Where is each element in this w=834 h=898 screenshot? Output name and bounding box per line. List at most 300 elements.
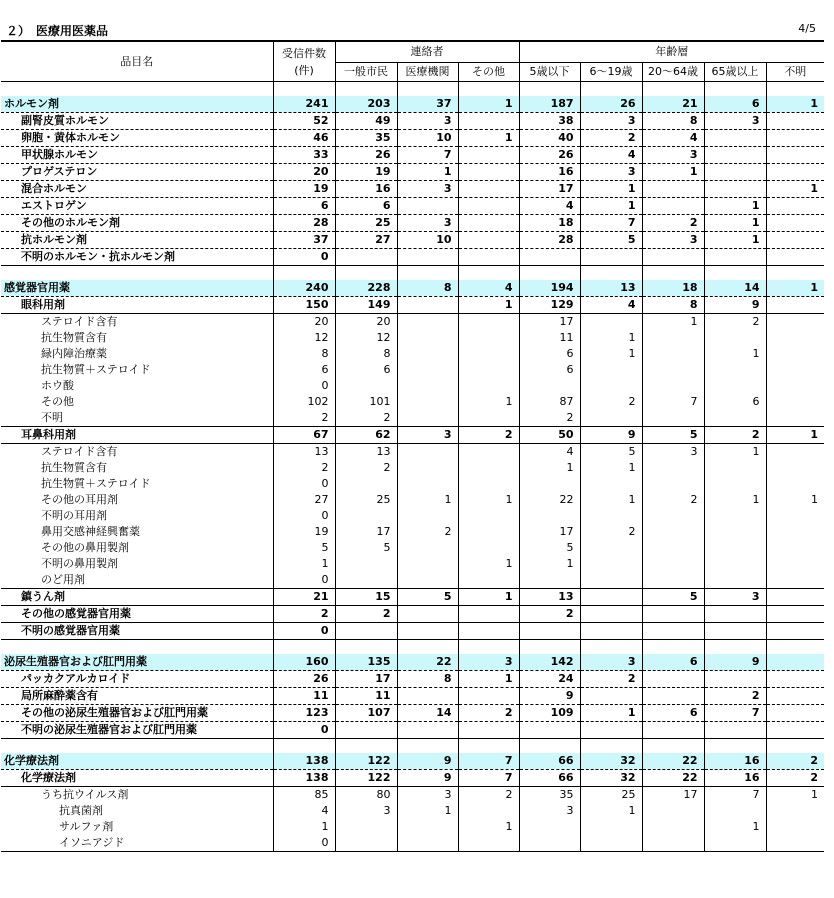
received-count-cell: 27 xyxy=(273,492,335,508)
spacer-cell xyxy=(335,82,397,97)
other-cell xyxy=(458,835,519,852)
received-count-cell: 2 xyxy=(273,410,335,427)
spacer-row xyxy=(1,640,824,655)
general-public-cell: 135 xyxy=(335,654,397,671)
age-65plus-cell: 1 xyxy=(704,346,766,362)
age-under5-cell: 109 xyxy=(519,705,580,722)
age-under5-cell: 5 xyxy=(519,540,580,556)
age-20-64-cell: 5 xyxy=(642,589,704,606)
age-under5-cell: 2 xyxy=(519,410,580,427)
age-6-19-cell: 2 xyxy=(580,394,642,410)
item-name-cell: 副腎皮質ホルモン xyxy=(1,113,273,130)
received-count-cell: 67 xyxy=(273,427,335,444)
received-count-cell: 4 xyxy=(273,803,335,819)
general-public-cell: 11 xyxy=(335,688,397,705)
age-6-19-cell: 9 xyxy=(580,427,642,444)
other-cell xyxy=(458,198,519,215)
medical-institution-cell xyxy=(397,722,458,739)
received-count-cell: 0 xyxy=(273,476,335,492)
age-unknown-cell: 1 xyxy=(766,492,824,508)
age-under5-cell: 129 xyxy=(519,297,580,314)
table-row xyxy=(1,835,824,852)
spacer-cell xyxy=(766,640,824,655)
general-public-cell: 2 xyxy=(335,460,397,476)
spacer-cell xyxy=(580,739,642,754)
medical-institution-cell: 5 xyxy=(397,589,458,606)
table-row xyxy=(1,427,824,444)
header-received-count xyxy=(273,41,335,82)
item-name-cell: 抗生物質＋ステロイド xyxy=(41,477,151,490)
age-unknown-cell xyxy=(766,444,824,461)
age-65plus-cell xyxy=(704,164,766,181)
other-cell xyxy=(458,215,519,232)
age-6-19-cell: 5 xyxy=(580,232,642,249)
age-65plus-cell xyxy=(704,835,766,852)
table-row xyxy=(1,198,824,215)
age-20-64-cell xyxy=(642,181,704,198)
age-unknown-cell xyxy=(766,556,824,572)
other-cell xyxy=(458,164,519,181)
general-public-cell xyxy=(335,819,397,835)
age-unknown-cell: 1 xyxy=(766,96,824,113)
age-6-19-cell: 26 xyxy=(580,96,642,113)
age-unknown-cell xyxy=(766,589,824,606)
spacer-row xyxy=(1,266,824,281)
age-65plus-cell xyxy=(704,378,766,394)
general-public-cell xyxy=(335,508,397,524)
medical-institution-cell: 37 xyxy=(397,96,458,113)
age-unknown-cell xyxy=(766,130,824,147)
item-name-cell: 混合ホルモン xyxy=(1,181,273,198)
other-cell: 1 xyxy=(458,96,519,113)
item-name-cell: その他 xyxy=(41,395,74,408)
age-unknown-cell xyxy=(766,819,824,835)
age-65plus-cell: 7 xyxy=(704,705,766,722)
age-6-19-cell xyxy=(580,722,642,739)
medical-institution-cell xyxy=(397,508,458,524)
age-65plus-cell xyxy=(704,623,766,640)
age-under5-cell: 1 xyxy=(519,460,580,476)
received-count-cell: 123 xyxy=(273,705,335,722)
other-cell xyxy=(458,232,519,249)
age-20-64-cell xyxy=(642,460,704,476)
header-item-name: 品目名 xyxy=(1,41,273,82)
age-under5-cell: 38 xyxy=(519,113,580,130)
age-6-19-cell xyxy=(580,508,642,524)
received-count-cell: 37 xyxy=(273,232,335,249)
received-count-cell: 26 xyxy=(273,671,335,688)
age-unknown-cell xyxy=(766,705,824,722)
age-under5-cell: 17 xyxy=(519,524,580,540)
age-under5-cell: 4 xyxy=(519,444,580,461)
age-under5-cell: 142 xyxy=(519,654,580,671)
age-unknown-cell xyxy=(766,722,824,739)
general-public-cell: 27 xyxy=(335,232,397,249)
received-count-cell: 8 xyxy=(273,346,335,362)
age-65plus-cell: 1 xyxy=(704,198,766,215)
age-20-64-cell xyxy=(642,722,704,739)
age-6-19-cell: 25 xyxy=(580,787,642,804)
medical-institution-cell xyxy=(397,314,458,331)
other-cell xyxy=(458,460,519,476)
item-name-cell: その他の泌尿生殖器官および肛門用薬 xyxy=(1,705,273,722)
other-cell xyxy=(458,147,519,164)
received-count-cell: 6 xyxy=(273,362,335,378)
other-cell xyxy=(458,623,519,640)
other-cell: 2 xyxy=(458,787,519,804)
spacer-cell xyxy=(335,640,397,655)
age-65plus-cell: 1 xyxy=(704,492,766,508)
spacer-cell xyxy=(1,266,273,281)
medical-institution-cell: 9 xyxy=(397,753,458,770)
age-20-64-cell: 3 xyxy=(642,147,704,164)
age-20-64-cell xyxy=(642,378,704,394)
item-name-cell: イソニアジド xyxy=(1,835,273,852)
other-cell xyxy=(458,803,519,819)
general-public-cell: 203 xyxy=(335,96,397,113)
spacer-cell xyxy=(704,640,766,655)
item-name-cell: 不明の泌尿生殖器官および肛門用薬 xyxy=(1,722,273,739)
category-row xyxy=(1,654,824,671)
age-65plus-cell: 1 xyxy=(704,232,766,249)
item-name-cell: 卵胞・黄体ホルモン xyxy=(1,130,273,147)
spacer-cell xyxy=(397,640,458,655)
age-unknown-cell xyxy=(766,249,824,266)
other-cell: 1 xyxy=(458,130,519,147)
medical-institution-cell: 8 xyxy=(397,671,458,688)
age-unknown-cell xyxy=(766,460,824,476)
age-under5-cell: 13 xyxy=(519,589,580,606)
table-row xyxy=(1,705,824,722)
age-unknown-cell xyxy=(766,688,824,705)
other-cell: 3 xyxy=(458,654,519,671)
age-65plus-cell: 3 xyxy=(704,113,766,130)
table-row xyxy=(1,164,824,181)
age-unknown-cell xyxy=(766,297,824,314)
spacer-row xyxy=(1,739,824,754)
header-medical-institution: 医療機関 xyxy=(397,63,458,82)
medical-institution-cell xyxy=(397,606,458,623)
general-public-cell: 25 xyxy=(335,492,397,508)
table-row xyxy=(1,460,824,476)
general-public-cell: 149 xyxy=(335,297,397,314)
general-public-cell: 2 xyxy=(335,410,397,427)
age-6-19-cell xyxy=(580,249,642,266)
general-public-cell: 26 xyxy=(335,147,397,164)
header-age-unknown: 不明 xyxy=(766,63,824,82)
received-count-cell: 52 xyxy=(273,113,335,130)
age-6-19-cell: 4 xyxy=(580,297,642,314)
age-under5-cell: 6 xyxy=(519,362,580,378)
age-under5-cell: 87 xyxy=(519,394,580,410)
general-public-cell xyxy=(335,378,397,394)
age-20-64-cell xyxy=(642,249,704,266)
age-6-19-cell xyxy=(580,572,642,589)
medical-institution-cell xyxy=(397,540,458,556)
general-public-cell xyxy=(335,249,397,266)
received-count-cell: 102 xyxy=(273,394,335,410)
age-65plus-cell xyxy=(704,803,766,819)
table-row xyxy=(1,444,824,461)
age-6-19-cell: 2 xyxy=(580,130,642,147)
age-6-19-cell: 13 xyxy=(580,280,642,297)
spacer-cell xyxy=(335,739,397,754)
general-public-cell: 12 xyxy=(335,330,397,346)
age-20-64-cell xyxy=(642,623,704,640)
age-under5-cell: 4 xyxy=(519,198,580,215)
age-20-64-cell xyxy=(642,556,704,572)
age-unknown-cell xyxy=(766,606,824,623)
received-count-cell: 0 xyxy=(273,623,335,640)
table-row xyxy=(1,803,824,819)
received-count-cell: 0 xyxy=(273,835,335,852)
table-row xyxy=(1,249,824,266)
spacer-cell xyxy=(397,266,458,281)
age-6-19-cell: 4 xyxy=(580,147,642,164)
age-under5-cell: 2 xyxy=(519,606,580,623)
received-count-cell: 13 xyxy=(273,444,335,461)
age-20-64-cell: 5 xyxy=(642,427,704,444)
age-under5-cell xyxy=(519,249,580,266)
received-count-cell: 2 xyxy=(273,606,335,623)
item-name-cell: ホウ酸 xyxy=(41,379,74,392)
item-name-cell: 眼科用剤 xyxy=(1,297,273,314)
age-6-19-cell xyxy=(580,589,642,606)
spacer-cell xyxy=(766,82,824,97)
spacer-row xyxy=(1,82,824,97)
age-6-19-cell: 1 xyxy=(580,346,642,362)
medical-institution-cell: 14 xyxy=(397,705,458,722)
age-unknown-cell xyxy=(766,198,824,215)
general-public-cell: 3 xyxy=(335,803,397,819)
age-65plus-cell xyxy=(704,130,766,147)
table-row xyxy=(1,232,824,249)
other-cell xyxy=(458,476,519,492)
age-20-64-cell: 21 xyxy=(642,96,704,113)
age-under5-cell: 24 xyxy=(519,671,580,688)
item-name-cell: その他の耳用剤 xyxy=(41,493,118,506)
age-unknown-cell xyxy=(766,314,824,331)
age-6-19-cell: 1 xyxy=(580,803,642,819)
other-cell: 1 xyxy=(458,671,519,688)
medical-institution-cell xyxy=(397,444,458,461)
general-public-cell: 17 xyxy=(335,671,397,688)
page-number: 4/5 xyxy=(798,22,816,35)
general-public-cell: 122 xyxy=(335,753,397,770)
item-name-cell: 化学療法剤 xyxy=(1,753,273,770)
other-cell: 1 xyxy=(458,394,519,410)
age-6-19-cell xyxy=(580,540,642,556)
general-public-cell: 80 xyxy=(335,787,397,804)
item-name-cell: ステロイド含有 xyxy=(41,315,118,328)
received-count-cell: 19 xyxy=(273,524,335,540)
age-65plus-cell xyxy=(704,181,766,198)
general-public-cell: 5 xyxy=(335,540,397,556)
received-count-cell: 46 xyxy=(273,130,335,147)
age-unknown-cell xyxy=(766,572,824,589)
age-20-64-cell xyxy=(642,410,704,427)
other-cell xyxy=(458,378,519,394)
age-20-64-cell: 4 xyxy=(642,130,704,147)
table-row xyxy=(1,671,824,688)
medical-institution-cell xyxy=(397,410,458,427)
item-name-cell: 不明のホルモン・抗ホルモン剤 xyxy=(1,249,273,266)
spacer-cell xyxy=(580,266,642,281)
age-65plus-cell xyxy=(704,362,766,378)
header-age-under5: 5歳以下 xyxy=(519,63,580,82)
spacer-cell xyxy=(766,266,824,281)
spacer-cell xyxy=(273,266,335,281)
age-6-19-cell xyxy=(580,476,642,492)
age-65plus-cell xyxy=(704,147,766,164)
spacer-cell xyxy=(642,266,704,281)
medical-institution-cell xyxy=(397,835,458,852)
medical-institution-cell: 3 xyxy=(397,181,458,198)
age-unknown-cell: 1 xyxy=(766,787,824,804)
table-row xyxy=(1,589,824,606)
general-public-cell: 8 xyxy=(335,346,397,362)
age-65plus-cell xyxy=(704,524,766,540)
general-public-cell: 2 xyxy=(335,606,397,623)
item-name-cell: 泌尿生殖器官および肛門用薬 xyxy=(1,654,273,671)
spacer-cell xyxy=(1,739,273,754)
other-cell xyxy=(458,444,519,461)
age-under5-cell: 3 xyxy=(519,803,580,819)
age-65plus-cell xyxy=(704,410,766,427)
age-6-19-cell xyxy=(580,606,642,623)
general-public-cell: 122 xyxy=(335,770,397,787)
age-65plus-cell: 9 xyxy=(704,654,766,671)
table-row xyxy=(1,524,824,540)
age-65plus-cell xyxy=(704,249,766,266)
table-row xyxy=(1,394,824,410)
table-row xyxy=(1,215,824,232)
header-received-unit: (件) xyxy=(294,63,314,77)
table-row xyxy=(1,410,824,427)
received-count-cell: 20 xyxy=(273,314,335,331)
item-name-cell: 抗生物質＋ステロイド xyxy=(41,363,151,376)
general-public-cell: 35 xyxy=(335,130,397,147)
age-under5-cell: 28 xyxy=(519,232,580,249)
received-count-cell: 1 xyxy=(273,556,335,572)
spacer-cell xyxy=(704,82,766,97)
age-unknown-cell xyxy=(766,671,824,688)
other-cell: 7 xyxy=(458,753,519,770)
medical-institution-cell xyxy=(397,198,458,215)
spacer-cell xyxy=(273,739,335,754)
age-6-19-cell xyxy=(580,556,642,572)
received-count-cell: 28 xyxy=(273,215,335,232)
general-public-cell: 6 xyxy=(335,362,397,378)
spacer-cell xyxy=(458,640,519,655)
other-cell: 1 xyxy=(458,492,519,508)
other-cell: 1 xyxy=(458,297,519,314)
other-cell: 1 xyxy=(458,589,519,606)
age-under5-cell xyxy=(519,819,580,835)
item-name-cell: うち抗ウイルス剤 xyxy=(41,788,129,801)
other-cell xyxy=(458,524,519,540)
age-6-19-cell: 3 xyxy=(580,654,642,671)
item-name-cell: 不明の鼻用製剤 xyxy=(41,557,118,570)
general-public-cell: 6 xyxy=(335,198,397,215)
age-unknown-cell xyxy=(766,164,824,181)
age-65plus-cell: 7 xyxy=(704,787,766,804)
spacer-cell xyxy=(519,266,580,281)
table-row xyxy=(1,572,824,589)
medical-institution-cell xyxy=(397,362,458,378)
item-name-cell: 抗真菌剤 xyxy=(59,804,103,817)
age-6-19-cell: 1 xyxy=(580,181,642,198)
medical-institution-cell xyxy=(397,460,458,476)
category-row xyxy=(1,280,824,297)
other-cell xyxy=(458,688,519,705)
age-20-64-cell: 3 xyxy=(642,444,704,461)
spacer-cell xyxy=(704,739,766,754)
age-20-64-cell xyxy=(642,606,704,623)
item-name-cell: 不明 xyxy=(1,410,273,427)
header-general-public: 一般市民 xyxy=(335,63,397,82)
other-cell xyxy=(458,410,519,427)
item-name-cell: サルファ剤 xyxy=(59,820,114,833)
table-row xyxy=(1,113,824,130)
table-row xyxy=(1,688,824,705)
received-count-cell: 138 xyxy=(273,753,335,770)
spacer-cell xyxy=(1,640,273,655)
age-6-19-cell: 1 xyxy=(580,492,642,508)
age-under5-cell: 66 xyxy=(519,770,580,787)
age-20-64-cell: 22 xyxy=(642,753,704,770)
age-20-64-cell: 22 xyxy=(642,770,704,787)
item-name-cell: プロゲステロン xyxy=(1,164,273,181)
age-65plus-cell: 1 xyxy=(704,819,766,835)
age-20-64-cell: 3 xyxy=(642,232,704,249)
spacer-cell xyxy=(335,266,397,281)
age-65plus-cell: 6 xyxy=(704,394,766,410)
age-6-19-cell xyxy=(580,362,642,378)
age-6-19-cell: 1 xyxy=(580,705,642,722)
age-65plus-cell: 2 xyxy=(704,427,766,444)
received-count-cell: 21 xyxy=(273,589,335,606)
age-20-64-cell: 18 xyxy=(642,280,704,297)
received-count-cell: 19 xyxy=(273,181,335,198)
item-name-cell: 不明の感覚器官用薬 xyxy=(1,623,273,640)
table-row xyxy=(1,330,824,346)
age-under5-cell: 35 xyxy=(519,787,580,804)
spacer-cell xyxy=(519,640,580,655)
age-65plus-cell xyxy=(704,540,766,556)
age-20-64-cell xyxy=(642,330,704,346)
age-under5-cell xyxy=(519,835,580,852)
page-header xyxy=(0,0,834,40)
general-public-cell: 20 xyxy=(335,314,397,331)
medical-institution-cell: 1 xyxy=(397,492,458,508)
item-name-cell: 抗ホルモン剤 xyxy=(1,232,273,249)
general-public-cell: 13 xyxy=(335,444,397,461)
table-row xyxy=(1,606,824,623)
age-under5-cell xyxy=(519,623,580,640)
age-6-19-cell: 1 xyxy=(580,460,642,476)
item-name-cell: ホルモン剤 xyxy=(1,96,273,113)
medical-institution-cell: 1 xyxy=(397,803,458,819)
other-cell xyxy=(458,606,519,623)
age-20-64-cell xyxy=(642,346,704,362)
age-20-64-cell xyxy=(642,524,704,540)
age-unknown-cell xyxy=(766,330,824,346)
header-age-65plus: 65歳以上 xyxy=(704,63,766,82)
age-under5-cell xyxy=(519,378,580,394)
general-public-cell xyxy=(335,722,397,739)
other-cell xyxy=(458,722,519,739)
